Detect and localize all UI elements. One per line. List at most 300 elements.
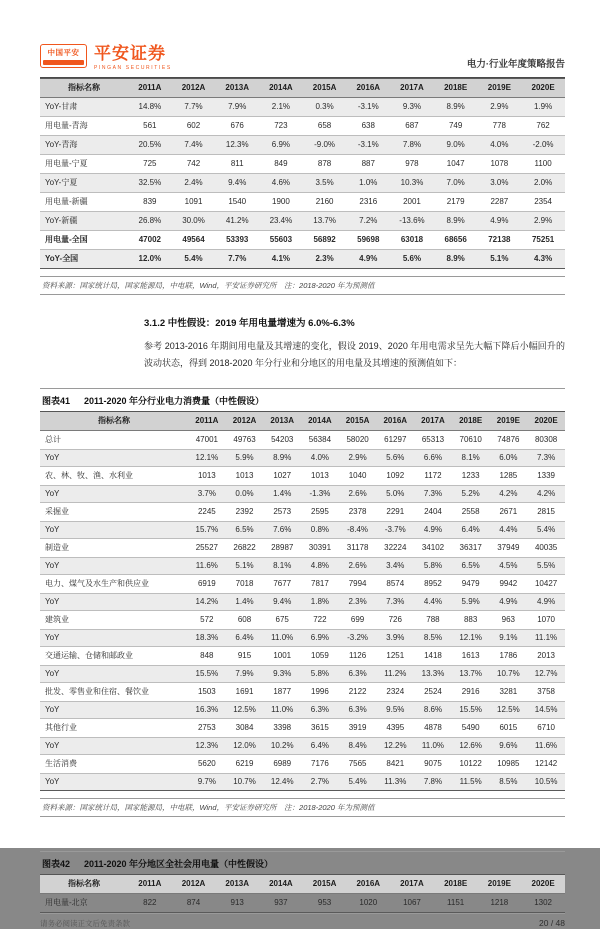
year-column-header: 2014A [308, 416, 332, 426]
cell-value: 2.4% [184, 178, 203, 188]
cell-value: 7.3% [386, 597, 405, 607]
table-row [40, 449, 565, 466]
cell-value: 1503 [197, 687, 216, 697]
table-header-row [40, 412, 565, 431]
chart42-number: 图表42 [42, 858, 71, 869]
cell-value: 7994 [348, 579, 367, 589]
cell-value: 1302 [534, 898, 552, 908]
table-row [40, 610, 565, 629]
cell-value: 2.7% [310, 777, 330, 787]
cell-value: 9.4% [228, 178, 247, 188]
cell-value: 4.0% [310, 453, 330, 463]
table-row [40, 521, 565, 538]
cell-value: 2671 [499, 507, 518, 517]
cell-value: 2815 [537, 507, 555, 517]
cell-value: 687 [405, 121, 419, 131]
cell-value: 13.7% [459, 669, 482, 679]
cell-value: 12.4% [270, 777, 294, 787]
cell-value: 1218 [490, 898, 509, 908]
cell-value: 4.2% [536, 489, 556, 499]
table-row [40, 430, 565, 449]
row-label: YoY [45, 561, 60, 571]
table-row [40, 466, 565, 485]
cell-value: 11.5% [459, 777, 482, 787]
cell-value: 811 [230, 159, 244, 169]
cell-value: 2558 [461, 507, 480, 517]
row-label: YoY-宁夏 [45, 178, 78, 188]
table-row [40, 557, 565, 574]
chart41-caption [40, 388, 565, 412]
table-row [40, 538, 565, 557]
cell-value: 1126 [348, 651, 367, 661]
cell-value: 6015 [499, 723, 518, 733]
row-label: YoY [45, 669, 60, 679]
row-label: 生活消费 [45, 759, 77, 769]
cell-value: 12142 [534, 759, 558, 769]
cell-value: 9.1% [499, 633, 518, 643]
cell-value: 1233 [461, 471, 480, 481]
cell-value: 7565 [348, 759, 367, 769]
cell-value: 1013 [235, 471, 254, 481]
table-row [40, 754, 565, 773]
section-heading: 3.1.2 中性假设：2019 年用电量增速为 6.0%-6.3% [144, 317, 355, 329]
cell-value: 722 [313, 615, 327, 625]
cell-value: 2378 [348, 507, 367, 517]
table-row [40, 97, 565, 116]
cell-value: 7677 [273, 579, 292, 589]
brand-subtitle: PINGAN SECURITIES [94, 64, 172, 71]
cell-value: 3398 [273, 723, 292, 733]
cell-value: 7.8% [423, 777, 443, 787]
year-column-header: 2016A [383, 416, 408, 426]
cell-value: 4.2% [499, 489, 518, 499]
cell-value: 12.3% [225, 140, 249, 150]
cell-value: 1339 [537, 471, 555, 481]
cell-value: 3281 [499, 687, 518, 697]
cell-value: 1418 [424, 651, 442, 661]
cell-value: 1001 [273, 651, 292, 661]
cell-value: 8.9% [273, 453, 292, 463]
cell-value: -9.0% [314, 140, 336, 150]
row-label: YoY-甘肃 [45, 102, 78, 112]
cell-value: 6.4% [310, 741, 330, 751]
table-row [40, 737, 565, 754]
cell-value: 26.8% [138, 216, 162, 226]
cell-value: 0.0% [235, 489, 254, 499]
section-paragraph: 参考 2013-2016 年期间用电量及其增速的变化，假设 2019、2020 年用电需求呈先大幅下降后小幅回升的波动状态，得到 2018-2020 年分行业和分地区的用电量及其增速的预测值如下： [144, 340, 565, 368]
cell-value: 56384 [308, 435, 332, 445]
cell-value: 9.3% [273, 669, 292, 679]
year-column-header: 2018E [444, 83, 468, 93]
year-column-header: 2015A [345, 416, 370, 426]
cell-value: 36317 [459, 543, 482, 553]
cell-value: 7018 [235, 579, 254, 589]
cell-value: 878 [317, 159, 332, 169]
row-label: 制造业 [45, 543, 69, 553]
row-label: YoY [45, 525, 60, 535]
cell-value: 2.6% [348, 561, 367, 571]
cell-value: 2354 [534, 197, 552, 207]
cell-value: 1040 [348, 471, 367, 481]
cell-value: 9.7% [197, 777, 216, 787]
table-header-row [40, 78, 565, 97]
row-label: 总计 [45, 435, 61, 445]
source-note: 资料来源：国家统计局，国家能源局，中电联，Wind，平安证券研究所 注：2018-2020 年为预测值 [40, 798, 565, 817]
cell-value: 70610 [459, 435, 482, 445]
cell-value: 5490 [461, 723, 480, 733]
cell-value: 2122 [348, 687, 367, 697]
cell-value: 7.6% [273, 525, 292, 535]
cell-value: 676 [230, 121, 244, 131]
cell-value: 65313 [421, 435, 445, 445]
cell-value: 658 [317, 121, 332, 131]
cell-value: 1.4% [273, 489, 292, 499]
cell-value: 2.9% [348, 453, 367, 463]
cell-value: 56892 [313, 235, 336, 245]
year-column-header: 2016A [356, 83, 381, 93]
cell-value: 762 [536, 121, 550, 131]
page-footer [40, 913, 565, 929]
cell-value: 8.9% [446, 254, 465, 264]
cell-value: 4.1% [271, 254, 291, 264]
cell-value: 1091 [184, 197, 203, 207]
cell-value: -1.3% [309, 489, 331, 499]
cell-value: 5.1% [490, 254, 509, 264]
year-column-header: 2011A [138, 83, 162, 93]
cell-value: 6.9% [310, 633, 330, 643]
cell-value: 16.3% [195, 705, 219, 715]
cell-value: 1900 [272, 197, 290, 207]
cell-value: 874 [186, 898, 201, 908]
cell-value: 7.7% [184, 102, 203, 112]
cell-value: 0.8% [310, 525, 330, 535]
year-column-header: 2017A [421, 416, 445, 426]
cell-value: 4.0% [490, 140, 509, 150]
year-column-header: 2012A [232, 416, 257, 426]
cell-value: 937 [274, 898, 288, 908]
cell-value: 913 [230, 898, 244, 908]
cell-value: 47002 [138, 235, 161, 245]
table-row [40, 485, 565, 502]
cell-value: 10985 [497, 759, 520, 769]
chart42-caption [40, 851, 565, 875]
cell-value: 8.5% [423, 633, 443, 643]
cell-value: 75251 [531, 235, 555, 245]
cell-value: 4878 [424, 723, 442, 733]
table-header-row [40, 875, 565, 894]
year-column-header: 2019E [487, 83, 511, 93]
cell-value: 2.9% [490, 102, 509, 112]
cell-value: 638 [361, 121, 375, 131]
cell-value: 3084 [235, 723, 254, 733]
table-row [40, 230, 565, 249]
cell-value: 15.5% [459, 705, 482, 715]
cell-value: -2.0% [532, 140, 554, 150]
cell-value: 5.9% [461, 597, 480, 607]
cell-value: 31178 [346, 543, 369, 553]
cell-value: 7.4% [184, 140, 203, 150]
cell-value: 10.5% [534, 777, 558, 787]
cell-value: 8.1% [273, 561, 292, 571]
cell-value: 822 [143, 898, 157, 908]
cell-value: 11.0% [271, 633, 294, 643]
pingan-logo [40, 44, 172, 71]
cell-value: 1.9% [533, 102, 553, 112]
cell-value: 4.9% [499, 597, 518, 607]
year-column-header: 2015A [312, 879, 337, 889]
cell-value: 4.4% [423, 597, 443, 607]
logo-text: 中国平安 [47, 48, 80, 57]
year-column-header: 2016A [356, 879, 381, 889]
year-column-header: 2012A [181, 83, 206, 93]
cell-value: 9479 [461, 579, 480, 589]
cell-value: 53393 [226, 235, 249, 245]
table-row [40, 682, 565, 701]
cell-value: 1092 [386, 471, 405, 481]
cell-value: 3.4% [386, 561, 405, 571]
cell-value: 11.6% [535, 741, 558, 751]
table-row [40, 116, 565, 135]
cell-value: 12.0% [233, 741, 256, 751]
cell-value: 10.2% [270, 741, 294, 751]
cell-value: 2316 [359, 197, 378, 207]
cell-value: 725 [143, 159, 157, 169]
cell-value: 6.9% [271, 140, 291, 150]
cell-value: 2179 [446, 197, 465, 207]
table-row [40, 211, 565, 230]
cell-value: 8.5% [499, 777, 518, 787]
row-label: YoY [45, 741, 60, 751]
year-column-header: 2018E [459, 416, 483, 426]
table-row [40, 646, 565, 665]
column-header-label: 指标名称 [68, 879, 100, 889]
cell-value: 2013 [537, 651, 555, 661]
cell-value: 7.9% [235, 669, 254, 679]
cell-value: 723 [274, 121, 288, 131]
industry-consumption-table [40, 412, 565, 791]
cell-value: 8952 [424, 579, 442, 589]
cell-value: 80308 [534, 435, 558, 445]
cell-value: 5.1% [235, 561, 254, 571]
cell-value: 7.9% [228, 102, 247, 112]
year-column-header: 2013A [225, 879, 249, 889]
cell-value: 0.3% [315, 102, 334, 112]
cell-value: 6.5% [461, 561, 480, 571]
cell-value: 72138 [488, 235, 511, 245]
cell-value: 10427 [534, 579, 558, 589]
cell-value: 4.8% [310, 561, 330, 571]
cell-value: 608 [237, 615, 252, 625]
year-column-header: 2015A [312, 83, 337, 93]
table-row [40, 154, 565, 173]
cell-value: 12.3% [195, 741, 219, 751]
cell-value: 1067 [403, 898, 421, 908]
table-row [40, 665, 565, 682]
cell-value: 788 [426, 615, 440, 625]
cell-value: 34102 [421, 543, 445, 553]
cell-value: 7.8% [402, 140, 422, 150]
cell-value: 30391 [308, 543, 332, 553]
cell-value: 1691 [235, 687, 254, 697]
cell-value: 7.2% [359, 216, 378, 226]
cell-value: 6.3% [310, 705, 330, 715]
cell-value: -3.7% [384, 525, 406, 535]
table-row [40, 249, 565, 268]
cell-value: 1996 [311, 687, 329, 697]
cell-value: 10.3% [400, 178, 424, 188]
cell-value: 978 [405, 159, 419, 169]
row-label: 用电量-宁夏 [45, 159, 88, 169]
cell-value: 1020 [359, 898, 378, 908]
cell-value: 5.8% [310, 669, 330, 679]
cell-value: 1786 [499, 651, 518, 661]
table-row [40, 893, 565, 912]
cell-value: 9942 [499, 579, 518, 589]
cell-value: 14.5% [534, 705, 558, 715]
year-column-header: 2017A [400, 879, 424, 889]
cell-value: 25527 [195, 543, 218, 553]
cell-value: 7.7% [228, 254, 247, 264]
year-column-header: 2019E [487, 879, 511, 889]
table-row [40, 173, 565, 192]
cell-value: 7.3% [536, 453, 556, 463]
cell-value: 1100 [534, 159, 552, 169]
cell-value: 1027 [273, 471, 292, 481]
cell-value: 6.0% [499, 453, 518, 463]
cell-value: -3.1% [357, 140, 379, 150]
pingan-group-logo [40, 44, 87, 68]
cell-value: 2573 [273, 507, 292, 517]
cell-value: 699 [350, 615, 365, 625]
row-label: 用电量-全国 [45, 235, 88, 245]
cell-value: 9.0% [446, 140, 465, 150]
cell-value: 2595 [311, 507, 329, 517]
row-label: 批发、零售业和住宿、餐饮业 [45, 687, 149, 697]
cell-value: 49564 [182, 235, 205, 245]
cell-value: 4.9% [536, 597, 556, 607]
row-label: YoY [45, 777, 60, 787]
cell-value: 883 [463, 615, 478, 625]
cell-value: 2392 [235, 507, 254, 517]
cell-value: 1.0% [359, 178, 378, 188]
page-number: 20 / 48 [539, 917, 565, 928]
row-label: 农、林、牧、渔、水利业 [45, 471, 133, 481]
cell-value: 3.5% [315, 178, 334, 188]
cell-value: 1151 [447, 898, 465, 908]
cell-value: 2287 [490, 197, 509, 207]
cell-value: 13.3% [421, 669, 445, 679]
cell-value: 6.6% [423, 453, 443, 463]
cell-value: 59698 [357, 235, 380, 245]
table-row [40, 629, 565, 646]
row-label: YoY-全国 [45, 254, 79, 264]
cell-value: 2160 [315, 197, 334, 207]
cell-value: 675 [275, 615, 289, 625]
year-column-header: 2011A [138, 879, 162, 889]
cell-value: 742 [186, 159, 201, 169]
cell-value: 11.2% [384, 669, 407, 679]
cell-value: 2404 [424, 507, 442, 517]
table-row [40, 192, 565, 211]
cell-value: 9.5% [386, 705, 405, 715]
cell-value: 3758 [537, 687, 555, 697]
cell-value: 2.3% [348, 597, 367, 607]
cell-value: 1059 [311, 651, 329, 661]
cell-value: 23.4% [269, 216, 293, 226]
source-note: 资料来源：国家统计局，国家能源局，中电联，Wind，平安证券研究所 注：2018-2020 年为预测值 [40, 276, 565, 295]
column-header-label: 指标名称 [98, 416, 130, 426]
cell-value: 5.0% [386, 489, 405, 499]
cell-value: 1251 [386, 651, 405, 661]
regional-total-consumption-table [40, 875, 565, 913]
cell-value: 2001 [403, 197, 421, 207]
cell-value: 40035 [534, 543, 558, 553]
brand-block [94, 45, 172, 71]
cell-value: 12.1% [195, 453, 219, 463]
cell-value: 848 [200, 651, 214, 661]
cell-value: 10122 [459, 759, 482, 769]
cell-value: 8.9% [446, 102, 465, 112]
cell-value: 5.4% [348, 777, 367, 787]
cell-value: 7.0% [446, 178, 465, 188]
cell-value: 7176 [311, 759, 329, 769]
table-row [40, 574, 565, 593]
cell-value: 1.8% [310, 597, 330, 607]
cell-value: 6919 [197, 579, 216, 589]
cell-value: 8.4% [348, 741, 367, 751]
cell-value: 2245 [197, 507, 216, 517]
cell-value: 2.6% [348, 489, 367, 499]
cell-value: 5.5% [536, 561, 556, 571]
cell-value: 14.8% [138, 102, 162, 112]
row-label: 电力、煤气及水生产和供应业 [45, 579, 149, 589]
cell-value: 2.1% [271, 102, 291, 112]
chart41-number: 图表41 [42, 395, 71, 406]
year-column-header: 2020E [531, 83, 555, 93]
cell-value: 3919 [348, 723, 367, 733]
cell-value: 749 [448, 121, 463, 131]
cell-value: 18.3% [195, 633, 219, 643]
table-row [40, 773, 565, 790]
cell-value: 953 [317, 898, 332, 908]
section-3-1-2 [144, 315, 565, 372]
year-column-header: 2012A [181, 879, 206, 889]
cell-value: 9.3% [402, 102, 422, 112]
chart42-title: 2011-2020 年分地区全社会用电量（中性假设） [84, 858, 274, 869]
cell-value: 12.2% [383, 741, 407, 751]
cell-value: 1013 [197, 471, 216, 481]
cell-value: 602 [186, 121, 201, 131]
row-label: 建筑业 [45, 615, 69, 625]
cell-value: 7817 [311, 579, 329, 589]
cell-value: 7.3% [423, 489, 443, 499]
cell-value: 8421 [386, 759, 405, 769]
cell-value: 5.4% [184, 254, 203, 264]
cell-value: 6989 [273, 759, 292, 769]
cell-value: 32224 [384, 543, 407, 553]
row-label: YoY [45, 453, 60, 463]
cell-value: 1078 [490, 159, 509, 169]
cell-value: 1540 [228, 197, 247, 207]
cell-value: 13.7% [313, 216, 336, 226]
cell-value: 12.5% [497, 705, 520, 715]
cell-value: 41.2% [225, 216, 249, 226]
cell-value: 30.0% [182, 216, 205, 226]
row-label: 交通运输、仓储和邮政业 [45, 651, 133, 661]
table-row [40, 135, 565, 154]
cell-value: 2753 [197, 723, 216, 733]
cell-value: 5.2% [461, 489, 480, 499]
